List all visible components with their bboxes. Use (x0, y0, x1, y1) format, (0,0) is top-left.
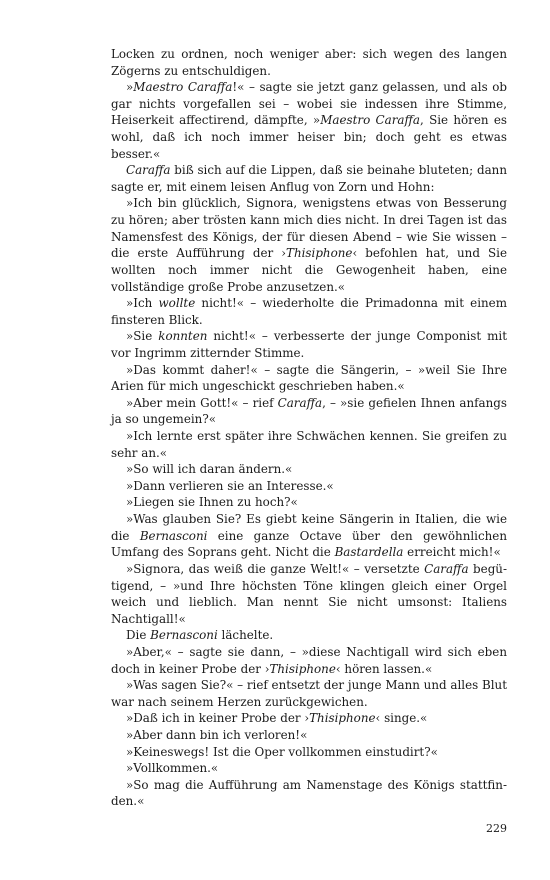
page-number: 229 (486, 822, 507, 835)
paragraph (111, 561, 507, 627)
paragraph (111, 328, 507, 361)
italic-text: Caraffa (126, 163, 171, 178)
paragraph (111, 677, 507, 710)
italic-text: Bernasconi (150, 628, 218, 643)
paragraph (111, 195, 507, 295)
text-run: begütigend, – »und Ihre höchsten Töne klingen gleich einer Orgel weich und lieblich. Man nennt Sie nicht umsonst: Italiens Nachtigall!« (111, 561, 507, 626)
text-run: »Daß ich in keiner Probe der › (126, 711, 310, 726)
text-run: »Aber dann bin ich verloren!« (126, 727, 308, 742)
text-run: »Ich (126, 296, 159, 311)
italic-text: Bernasconi (139, 528, 208, 543)
paragraph (111, 710, 507, 727)
paragraph (111, 478, 507, 495)
text-run: biß sich auf die Lippen, daß sie beinahe bluteten; dann sagte er, mit einem leisen Anflug von Zorn und Hohn: (111, 163, 507, 194)
italic-text: Caraffa (277, 395, 323, 410)
page-body-text (111, 46, 507, 810)
text-run: ‹ befohlen hat, und Sie wollten noch immer nicht die Gewogenheit haben, eine vollständige große Probe anzusetzen.« (111, 246, 507, 294)
text-run: ‹ singe.« (375, 711, 428, 726)
paragraph (111, 744, 507, 761)
text-run: »So will ich daran ändern.« (126, 462, 293, 477)
italic-text: Maestro Caraffa (320, 113, 420, 128)
text-run: »Was glauben Sie? Es giebt keine Sängerin in Italien, die wie die (111, 512, 507, 543)
text-run: »Aber,« – sagte sie dann, – »diese Nachtigall wird sich eben doch in keiner Probe der › (111, 644, 507, 676)
italic-text: Thisiphone (286, 246, 353, 261)
paragraph (111, 295, 507, 328)
paragraph (111, 644, 507, 677)
text-run: »Dann verlieren sie an Interesse.« (126, 478, 334, 493)
text-run: Locken zu ordnen, noch weniger aber: sich wegen des langen Zögerns zu entschuldigen. (111, 47, 507, 78)
paragraph (111, 79, 507, 162)
text-run: »Signora, das weiß die ganze Welt!« – versetzte (126, 561, 425, 576)
text-run: »Liegen sie Ihnen zu hoch?« (126, 495, 298, 510)
text-run: , – »sie gefielen Ihnen anfangs ja so ungemein?« (111, 395, 507, 427)
paragraph (111, 760, 507, 777)
text-run: lächelte. (217, 628, 274, 643)
text-run: » (126, 80, 134, 95)
paragraph (111, 461, 507, 478)
text-run: , Sie hören es wohl, daß ich noch immer heiser bin; doch geht es etwas besser.« (111, 113, 507, 161)
paragraph (111, 627, 507, 644)
paragraph (111, 162, 507, 195)
paragraph (111, 362, 507, 395)
text-run: »Vollkommen.« (126, 761, 219, 776)
text-run: »Ich lernte erst später ihre Schwächen kennen. Sie greifen zu sehr an.« (111, 429, 507, 460)
paragraph (111, 777, 507, 810)
text-run: erreicht mich!« (403, 545, 501, 560)
italic-text: wollte (158, 296, 196, 311)
text-run: Die (126, 628, 151, 643)
text-run: »Aber mein Gott!« – rief (126, 395, 278, 410)
italic-text: Thisiphone (269, 661, 336, 676)
text-run: nicht!« – wiederholte die Primadonna mit einem finsteren Blick. (111, 296, 507, 327)
paragraph (111, 511, 507, 561)
paragraph (111, 494, 507, 511)
text-run: »Ich bin glücklich, Signora, wenigstens etwas von Besserung zu hören; aber trösten kann mich dies nicht. In drei Tagen ist das Namensfest des Königs, der für diesen Abend – wie Sie wissen – die erste Aufführung der › (111, 196, 507, 261)
paragraph (111, 727, 507, 744)
paragraph (111, 395, 507, 428)
text-run: »Keineswegs! Ist die Oper vollkommen einstudirt?« (126, 744, 438, 759)
text-run: »Was sagen Sie?« – rief entsetzt der junge Mann und alles Blut war nach seinem Herzen zurückgewichen. (111, 678, 507, 709)
text-run: »Sie (126, 329, 159, 344)
italic-text: konnten (158, 329, 208, 344)
text-run: nicht!« – verbesserte der junge Componist mit vor Ingrimm zitternder Stimme. (111, 329, 508, 360)
text-run: »So mag die Aufführung am Namenstage des Königs stattfinden.« (111, 777, 507, 809)
text-run: »Das kommt daher!« – sagte die Sängerin, – »weil Sie Ihre Arien für mich ungeschickt geschrieben haben.« (111, 362, 507, 394)
text-run: eine ganze Octave über den gewöhnlichen Umfang des Soprans geht. Nicht die (111, 528, 507, 560)
italic-text: Caraffa (424, 561, 469, 576)
italic-text: Thisiphone (309, 711, 376, 726)
paragraph (111, 46, 507, 79)
italic-text: Bastardella (334, 545, 404, 560)
italic-text: Maestro Caraffa (133, 80, 233, 95)
text-run: ‹ hören lassen.« (335, 661, 433, 676)
text-run: !« – sagte sie jetzt ganz gelassen, und als ob gar nichts vorgefallen sei – wobei sie indessen ihre Stimme, Heiserkeit affectirend, dämpfte, » (111, 80, 508, 128)
paragraph (111, 428, 507, 461)
